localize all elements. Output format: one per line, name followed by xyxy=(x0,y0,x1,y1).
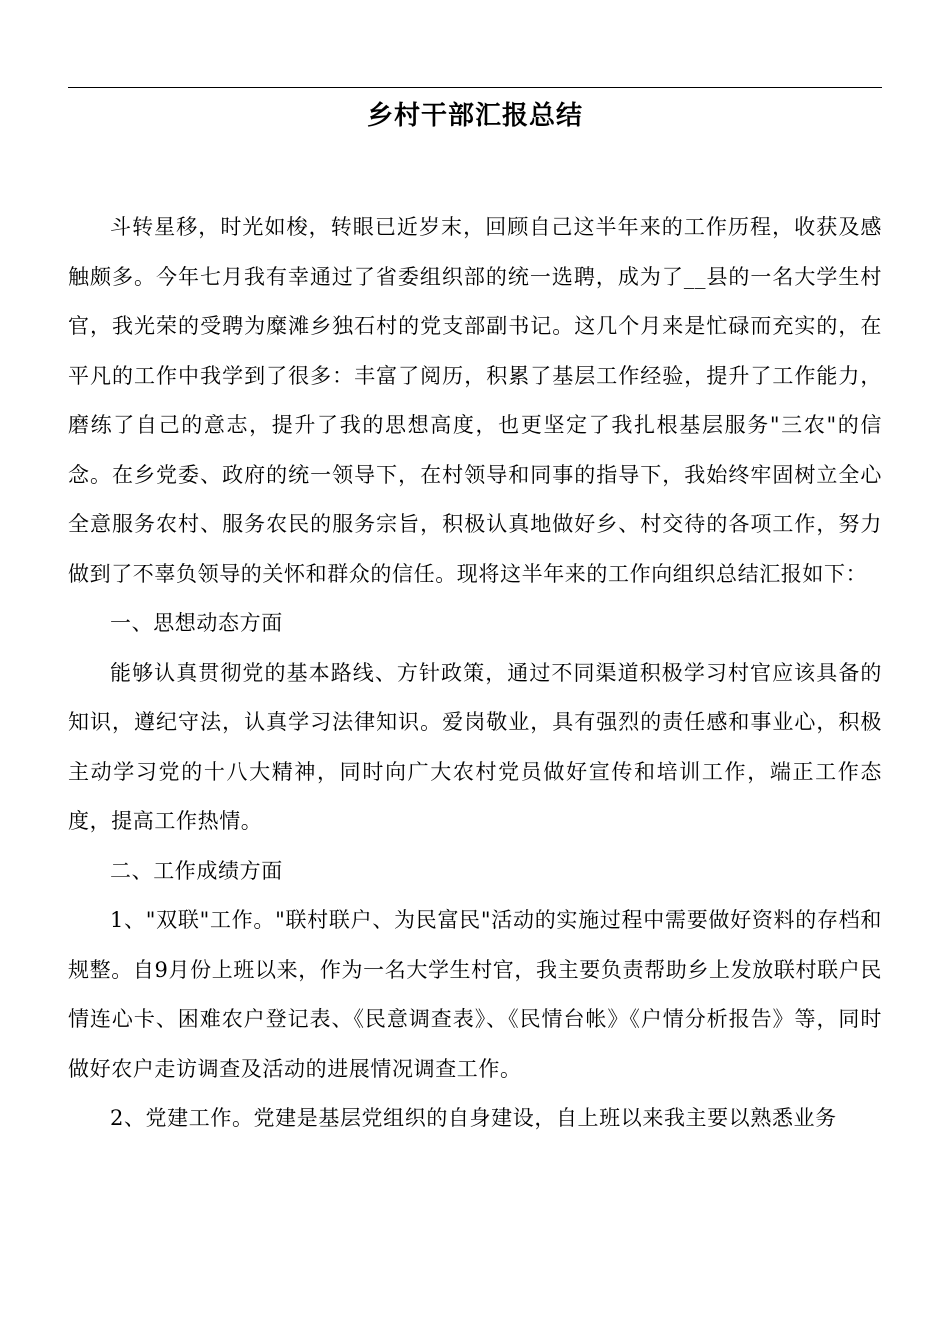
paragraph-shuanglian: 1、"双联"工作。"联村联户、为民富民"活动的实施过程中需要做好资料的存档和规整。自9月份上班以来，作为一名大学生村官，我主要负责帮助乡上发放联村联户民情连心卡、困难农户登记表、《民意调查表》、《民情台帐》《户情分析报告》等，同时做好农户走访调查及活动的进展情况调查工作。 xyxy=(68,908,882,1081)
document-body xyxy=(68,203,882,1144)
paragraph-ideology: 能够认真贯彻党的基本路线、方针政策，通过不同渠道积极学习村官应该具备的知识，遵纪守法，认真学习法律知识。爱岗敬业，具有强烈的责任感和事业心，积极主动学习党的十八大精神，同时向广大农村党员做好宣传和培训工作，端正工作态度，提高工作热情。 xyxy=(68,660,882,833)
section-heading-ideology: 一、思想动态方面 xyxy=(110,611,283,635)
header-rule xyxy=(68,87,882,88)
document-title: 乡村干部汇报总结 xyxy=(366,101,583,131)
paragraph-intro: 斗转星移，时光如梭，转眼已近岁末，回顾自己这半年来的工作历程，收获及感触颇多。今年七月我有幸通过了省委组织部的统一选聘，成为了__县的一名大学生村官，我光荣的受聘为糜滩乡独石村的党支部副书记。这几个月来是忙碌而充实的，在平凡的工作中我学到了很多：丰富了阅历，积累了基层工作经验，提升了工作能力，磨练了自己的意志，提升了我的思想高度，也更坚定了我扎根基层服务"三农"的信念。在乡党委、政府的统一领导下，在村领导和同事的指导下，我始终牢固树立全心全意服务农村、服务农民的服务宗旨，积极认真地做好乡、村交待的各项工作，努力做到了不辜负领导的关怀和群众的信任。现将这半年来的工作向组织总结汇报如下： xyxy=(68,215,882,586)
section-heading-achievements: 二、工作成绩方面 xyxy=(110,858,283,883)
paragraph-party-building: 2、党建工作。党建是基层党组织的自身建设，自上班以来我主要以熟悉业务 xyxy=(110,1106,837,1130)
